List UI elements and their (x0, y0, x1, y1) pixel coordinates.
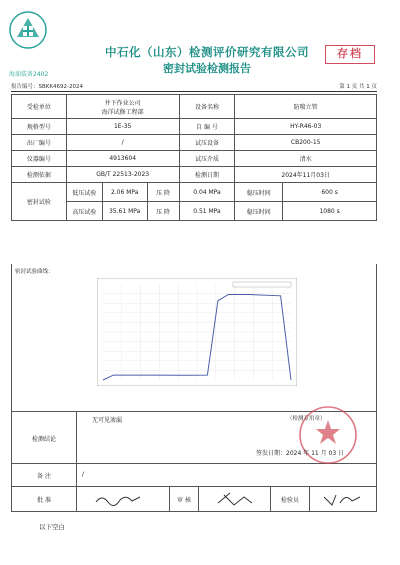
company-logo-icon (8, 10, 48, 54)
low-hold-value: 600 s (283, 183, 377, 202)
self-no-value: HY-R46-03 (235, 119, 377, 135)
report-number: 报告编号：SBKK4692-2024 (11, 84, 83, 90)
conclusion-panel (11, 412, 377, 464)
factory-no-label: 出厂编号 (12, 135, 67, 151)
page-indicator: 第 1 页 共 1 页 (339, 84, 377, 90)
signature-row (11, 487, 377, 512)
sign-date: 签发日期：2024 年 11 月 03 日 (256, 450, 345, 457)
device-name-label: 设备名称 (179, 95, 235, 119)
info-table (11, 94, 377, 221)
client-value-line-2: 海洋试修工程部 (101, 108, 144, 116)
remarks-row (11, 464, 377, 487)
spec-value: 1E-35 (66, 119, 179, 135)
test-device-label: 试压设备 (179, 135, 235, 151)
client-value-line-1: 井下作业公司 (104, 99, 141, 107)
date-value: 2024年11月03日 (235, 167, 377, 183)
high-test-label: 高压试验 (66, 202, 102, 221)
high-hold-label: 稳压时间 (235, 202, 283, 221)
basis-label: 检测依据 (12, 167, 67, 183)
low-drop-label: 压 降 (147, 183, 179, 202)
factory-no-value: / (66, 135, 179, 151)
divider (11, 91, 377, 92)
footer-note: 以下空白 (39, 523, 65, 531)
high-hold-value: 1080 s (283, 202, 377, 221)
remarks-value: / (82, 471, 85, 478)
conclusion-label: 检测结论 (12, 412, 77, 464)
chart-legend-box (233, 282, 291, 287)
remarks-label: 备 注 (12, 464, 77, 486)
test-device-value: CB200-15 (235, 135, 377, 151)
pressure-curve-chart (97, 278, 297, 386)
low-hold-label: 稳压时间 (235, 183, 283, 202)
review-label: 审 核 (169, 487, 199, 511)
instrument-no-label: 仪器编号 (12, 151, 67, 167)
curve-label: 密封试验曲线： (15, 269, 54, 275)
client-value (66, 95, 179, 119)
device-name-value: 防喷立管 (235, 95, 377, 119)
inspector-signature (318, 489, 368, 509)
low-test-label: 低压试验 (66, 183, 102, 202)
date-label: 检测日期 (179, 167, 235, 183)
high-drop-value: 0.51 MPa (179, 202, 235, 221)
archive-stamp: 存档 (325, 45, 375, 64)
high-test-value: 35.61 MPa (102, 202, 147, 221)
seal-note: （检测专用章） (287, 416, 326, 422)
medium-value: 清水 (235, 151, 377, 167)
report-title: 密封试验检测报告 (163, 62, 251, 75)
inspector-label: 检验员 (270, 487, 310, 511)
instrument-no-value: 4913604 (66, 151, 179, 167)
reviewer-signature (212, 489, 262, 509)
low-drop-value: 0.04 MPa (179, 183, 235, 202)
approve-label: 批 准 (12, 487, 77, 511)
low-test-value: 2.06 MPa (102, 183, 147, 202)
client-label: 受检单位 (12, 95, 67, 119)
company-name: 中石化（山东）检测评价研究有限公司 (105, 45, 309, 59)
self-no-label: 自 编 号 (179, 119, 235, 135)
high-drop-label: 压 降 (147, 202, 179, 221)
spec-label: 规格型号 (12, 119, 67, 135)
curve-panel (11, 264, 377, 412)
logo-caption: 海油装备2402 (9, 71, 49, 78)
approver-signature (92, 490, 152, 508)
medium-label: 试压介质 (179, 151, 235, 167)
seal-test-label: 密封试验 (12, 183, 67, 221)
conclusion-text: 无可见渗漏 (92, 417, 123, 424)
basis-value: GB/T 22513-2023 (66, 167, 179, 183)
